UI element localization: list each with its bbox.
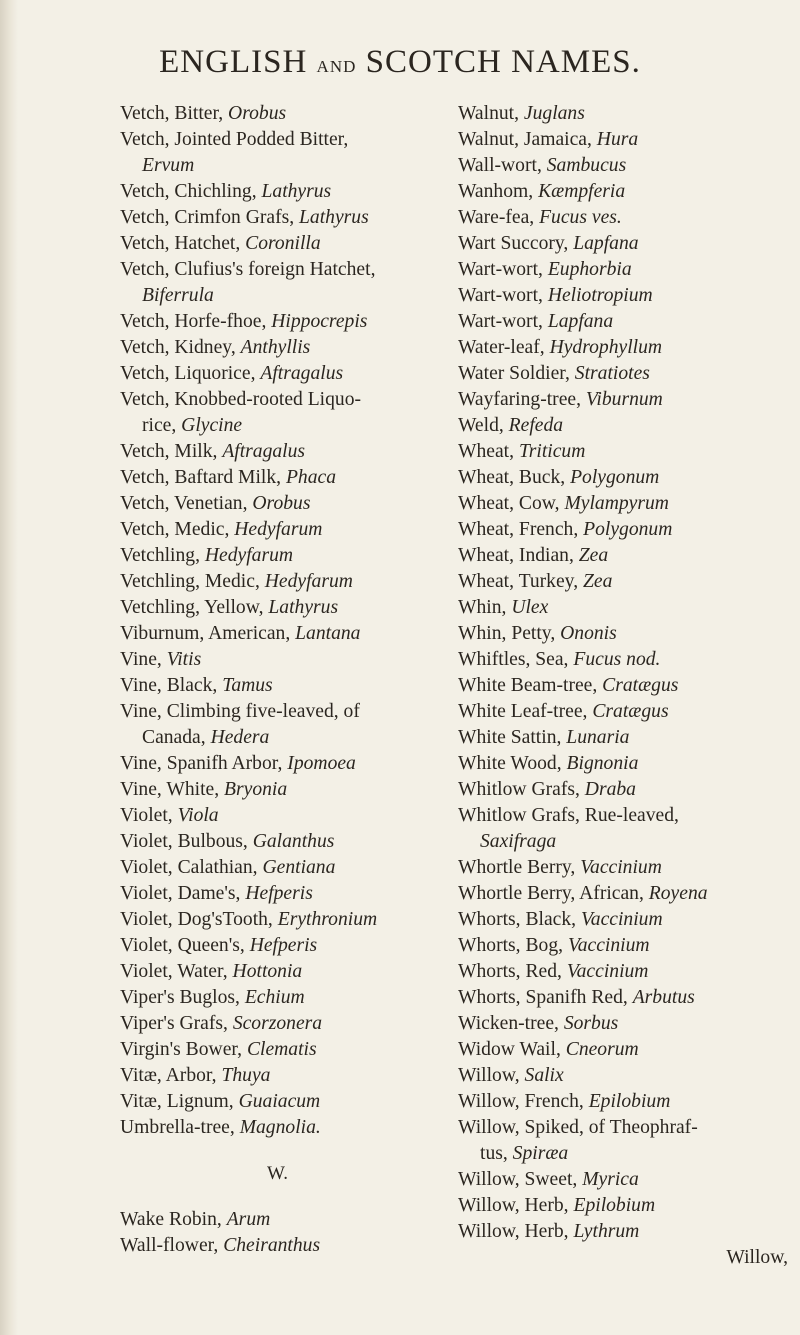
entry-latin-genus: Ulex — [511, 597, 549, 618]
glossary-entry — [120, 127, 435, 179]
glossary-entry — [120, 907, 435, 933]
glossary-entry — [120, 517, 435, 543]
entry-english-name: Whorts, Red, — [458, 961, 567, 982]
entry-latin-genus: Aftragalus — [222, 441, 306, 462]
entry-english-name: Vine, Black, — [120, 675, 223, 696]
entry-english-name: Whortle Berry, African, — [458, 883, 649, 904]
entry-english-name: Wanhom, — [458, 181, 539, 202]
entry-latin-genus: Salix — [524, 1065, 564, 1086]
entry-latin-genus: Hura — [596, 129, 639, 150]
glossary-entry — [458, 907, 790, 933]
entry-english-name: Wheat, Buck, — [458, 467, 571, 488]
entry-latin-genus: Polygonum — [570, 467, 660, 488]
glossary-entry — [458, 1063, 790, 1089]
entry-english-name: Whorts, Spanifh Red, — [458, 987, 633, 1008]
entry-latin-genus: Clematis — [246, 1039, 317, 1060]
section-letter-w: W. — [267, 1163, 288, 1184]
glossary-entry — [120, 855, 435, 881]
glossary-entry — [458, 543, 790, 569]
glossary-entry — [458, 257, 790, 283]
entry-english-name: Whin, Petty, — [458, 623, 561, 644]
entry-english-name: Vine, — [120, 649, 167, 670]
entry-english-name: Widow Wail, — [458, 1039, 566, 1060]
glossary-entry — [458, 933, 790, 959]
glossary-entry — [120, 881, 435, 907]
entry-latin-genus: Lythrum — [573, 1221, 640, 1242]
entry-latin-genus: Vaccinium — [567, 935, 650, 956]
glossary-entry — [120, 335, 435, 361]
entry-english-name: Vitæ, Lignum, — [120, 1091, 239, 1112]
entry-latin-genus: Refeda — [508, 415, 564, 436]
entry-english-name: White Sattin, — [458, 727, 567, 748]
entry-latin-genus: Cratægus — [592, 701, 669, 722]
glossary-entry — [458, 283, 790, 309]
entry-english-name: Virgin's Bower, — [120, 1039, 247, 1060]
entry-latin-genus: Hedyfarum — [264, 571, 353, 592]
entry-latin-genus: Hottonia — [232, 961, 303, 982]
glossary-entry — [120, 361, 435, 387]
glossary-entry — [458, 231, 790, 257]
page-header — [0, 44, 800, 81]
entry-latin-genus: Glycine — [181, 415, 243, 436]
entry-latin-genus: Bryonia — [224, 779, 288, 800]
entry-latin-genus: Cneorum — [565, 1039, 639, 1060]
entry-english-name: Weld, — [458, 415, 509, 436]
entry-latin-genus: Lathyrus — [299, 207, 369, 228]
entry-english-name: Willow, Herb, — [458, 1195, 574, 1216]
glossary-entry — [458, 725, 790, 751]
entry-latin-genus: Cratægus — [602, 675, 679, 696]
entry-latin-genus: Saxifraga — [480, 831, 557, 852]
glossary-entry — [458, 751, 790, 777]
page-binding-shadow — [0, 0, 18, 1335]
glossary-entry — [458, 985, 790, 1011]
entry-english-name: Whorts, Black, — [458, 909, 581, 930]
glossary-entry — [120, 621, 435, 647]
entry-english-name: Vitæ, Arbor, — [120, 1065, 222, 1086]
glossary-entry — [120, 205, 435, 231]
entry-latin-genus: Draba — [584, 779, 636, 800]
entry-latin-genus: Hedyfarum — [234, 519, 323, 540]
glossary-entry — [458, 647, 790, 673]
glossary-entry — [458, 1089, 790, 1115]
glossary-entry — [458, 855, 790, 881]
entry-english-name: Violet, — [120, 805, 178, 826]
glossary-entry — [458, 621, 790, 647]
entry-latin-genus: Erythronium — [277, 909, 378, 930]
entry-latin-genus: Triticum — [518, 441, 586, 462]
entry-english-name: Whiftles, Sea, — [458, 649, 574, 670]
glossary-entry — [458, 595, 790, 621]
glossary-entry — [458, 465, 790, 491]
entry-latin-genus: Fucus ves. — [539, 207, 622, 228]
entry-english-name: Canada, — [142, 727, 211, 748]
entry-english-name: Whin, — [458, 597, 512, 618]
entry-latin-genus: Ononis — [560, 623, 617, 644]
glossary-entry — [120, 751, 435, 777]
entry-english-name: Wart Succory, — [458, 233, 574, 254]
entry-english-name: White Leaf-tree, — [458, 701, 593, 722]
glossary-entry — [120, 439, 435, 465]
entry-english-name: Vetch, Clufius's foreign Hatchet, — [120, 259, 376, 280]
glossary-entry — [120, 647, 435, 673]
entry-english-name: Wheat, Turkey, — [458, 571, 583, 592]
glossary-entry — [120, 231, 435, 257]
entry-english-name: Vetch, Knobbed-rooted Liquo- — [120, 389, 362, 410]
glossary-entry — [120, 1233, 435, 1259]
entry-latin-genus: Sorbus — [563, 1013, 619, 1034]
entry-english-name: Water Soldier, — [458, 363, 575, 384]
glossary-entry — [120, 543, 435, 569]
entry-latin-genus: Vaccinium — [566, 961, 649, 982]
entry-english-name: Vetch, Horfe-fhoe, — [120, 311, 272, 332]
glossary-entry — [120, 595, 435, 621]
entry-latin-genus: Echium — [244, 987, 305, 1008]
glossary-entry — [458, 335, 790, 361]
entry-english-name: Violet, Calathian, — [120, 857, 263, 878]
entry-english-name: Vetchling, Yellow, — [120, 597, 269, 618]
left-column — [120, 101, 435, 1259]
entry-latin-genus: Lunaria — [566, 727, 630, 748]
entry-latin-genus: Myrica — [582, 1169, 639, 1190]
entry-english-name: Wall-wort, — [458, 155, 547, 176]
entry-latin-genus: Zea — [578, 545, 609, 566]
entry-english-name: Vetch, Jointed Podded Bitter, — [120, 129, 349, 150]
glossary-entry — [458, 673, 790, 699]
entry-latin-genus: Sambucus — [546, 155, 627, 176]
entry-latin-genus: Anthyllis — [240, 337, 311, 358]
entry-latin-genus: Hefperis — [245, 883, 313, 904]
entry-english-name: Wart-wort, — [458, 259, 548, 280]
entry-english-name: Walnut, — [458, 103, 524, 124]
glossary-entry — [458, 517, 790, 543]
entry-latin-genus: Fucus nod. — [573, 649, 661, 670]
right-entries-w — [458, 101, 790, 1245]
glossary-entry — [458, 1115, 790, 1167]
glossary-entry — [458, 179, 790, 205]
entry-latin-genus: Viburnum — [585, 389, 663, 410]
entry-english-name: tus, — [480, 1143, 513, 1164]
glossary-entry — [120, 985, 435, 1011]
glossary-entry — [458, 699, 790, 725]
entry-latin-genus: Lapfana — [547, 311, 614, 332]
entry-latin-genus: Ervum — [142, 155, 195, 176]
entry-english-name: Wicken-tree, — [458, 1013, 564, 1034]
glossary-entry — [120, 1063, 435, 1089]
entry-english-name: Violet, Dog'sTooth, — [120, 909, 278, 930]
entry-latin-genus: Stratiotes — [574, 363, 650, 384]
entry-latin-genus: Lathyrus — [261, 181, 332, 202]
entry-english-name: Violet, Bulbous, — [120, 831, 253, 852]
entry-latin-genus: Biferrula — [142, 285, 214, 306]
entry-english-name: Wall-flower, — [120, 1235, 224, 1256]
glossary-entry — [120, 829, 435, 855]
entry-english-name: Wart-wort, — [458, 285, 548, 306]
entry-english-name: Willow, Sweet, — [458, 1169, 583, 1190]
entry-latin-genus: Epilobium — [588, 1091, 671, 1112]
entry-latin-genus: Royena — [648, 883, 708, 904]
entry-english-name: Violet, Water, — [120, 961, 233, 982]
entry-latin-genus: Epilobium — [573, 1195, 656, 1216]
entry-english-name: Willow, Herb, — [458, 1221, 574, 1242]
entry-english-name: White Wood, — [458, 753, 567, 774]
entry-english-name: Wart-wort, — [458, 311, 548, 332]
glossary-entry — [120, 673, 435, 699]
glossary-entry — [458, 1193, 790, 1219]
glossary-entry — [458, 1011, 790, 1037]
glossary-entry — [458, 127, 790, 153]
glossary-entry — [120, 1011, 435, 1037]
entry-latin-genus: Cheiranthus — [223, 1235, 321, 1256]
entry-latin-genus: Scorzonera — [232, 1013, 323, 1034]
entry-english-name: Wayfaring-tree, — [458, 389, 586, 410]
entry-latin-genus: Phaca — [285, 467, 337, 488]
entry-english-name: Vetch, Bitter, — [120, 103, 229, 124]
entry-english-name: Whorts, Bog, — [458, 935, 568, 956]
glossary-entry — [458, 569, 790, 595]
entry-english-name: Vetch, Milk, — [120, 441, 223, 462]
catchword: Willow, — [726, 1247, 788, 1268]
glossary-entry — [458, 439, 790, 465]
glossary-entry — [120, 777, 435, 803]
entry-latin-genus: Arbutus — [632, 987, 695, 1008]
entry-english-name: rice, — [142, 415, 182, 436]
entry-latin-genus: Lathyrus — [268, 597, 339, 618]
glossary-entry — [120, 569, 435, 595]
glossary-entry — [120, 1207, 435, 1233]
entry-latin-genus: Coronilla — [245, 233, 321, 254]
entry-latin-genus: Mylampyrum — [564, 493, 669, 514]
entry-english-name: Violet, Queen's, — [120, 935, 250, 956]
glossary-entry — [458, 959, 790, 985]
entry-latin-genus: Zea — [583, 571, 613, 592]
entry-latin-genus: Aftragalus — [260, 363, 344, 384]
glossary-entry — [458, 803, 790, 855]
header-title-scotch: SCOTCH NAMES. — [365, 44, 641, 80]
glossary-entry — [120, 803, 435, 829]
glossary-entry — [458, 491, 790, 517]
entry-latin-genus: Hydrophyllum — [549, 337, 663, 358]
entry-latin-genus: Tamus — [222, 675, 273, 696]
entry-english-name: Vetch, Baftard Milk, — [120, 467, 286, 488]
entry-latin-genus: Heliotropium — [547, 285, 653, 306]
entry-english-name: Wheat, French, — [458, 519, 584, 540]
glossary-entry — [458, 153, 790, 179]
entry-latin-genus: Arum — [226, 1209, 271, 1230]
entry-latin-genus: Hedyfarum — [204, 545, 294, 566]
entry-latin-genus: Ipomoea — [287, 753, 356, 774]
glossary-entry — [458, 881, 790, 907]
glossary-entry — [120, 257, 435, 309]
glossary-entry — [458, 1219, 790, 1245]
entry-english-name: Vine, White, — [120, 779, 225, 800]
header-and: AND — [316, 57, 357, 76]
entry-english-name: Whortle Berry, — [458, 857, 581, 878]
entry-english-name: Willow, French, — [458, 1091, 589, 1112]
entry-latin-genus: Lantana — [295, 623, 361, 644]
entry-english-name: Vetch, Liquorice, — [120, 363, 261, 384]
entry-latin-genus: Hippocrepis — [271, 311, 368, 332]
entry-latin-genus: Vitis — [166, 649, 202, 670]
entry-english-name: Vine, Climbing five-leaved, of — [120, 701, 360, 722]
entry-latin-genus: Kæmpferia — [538, 181, 626, 202]
entry-latin-genus: Vaccinium — [580, 909, 663, 930]
entry-english-name: Vetch, Venetian, — [120, 493, 253, 514]
entry-english-name: Whitlow Grafs, Rue-leaved, — [458, 805, 679, 826]
entry-english-name: Ware-fea, — [458, 207, 540, 228]
glossary-entry — [458, 101, 790, 127]
entry-english-name: Violet, Dame's, — [120, 883, 246, 904]
entry-latin-genus: Guaiacum — [238, 1091, 321, 1112]
entry-latin-genus: Gentiana — [262, 857, 336, 878]
glossary-entry — [120, 387, 435, 439]
entry-latin-genus: Orobus — [228, 103, 287, 124]
glossary-entry — [458, 309, 790, 335]
entry-english-name: Vine, Spanifh Arbor, — [120, 753, 288, 774]
entry-latin-genus: Euphorbia — [547, 259, 632, 280]
glossary-entry — [458, 777, 790, 803]
header-title-english: ENGLISH — [159, 44, 308, 80]
glossary-entry — [458, 413, 790, 439]
entry-latin-genus: Lapfana — [573, 233, 639, 254]
entry-english-name: Vetch, Hatchet, — [120, 233, 246, 254]
glossary-entry — [120, 1089, 435, 1115]
entry-latin-genus: Juglans — [523, 103, 585, 124]
entry-english-name: Willow, Spiked, of Theophraf- — [458, 1117, 698, 1138]
entry-english-name: Wheat, — [458, 441, 519, 462]
entry-english-name: Vetch, Chichling, — [120, 181, 262, 202]
entry-english-name: Vetchling, — [120, 545, 205, 566]
entry-english-name: White Beam-tree, — [458, 675, 603, 696]
glossary-entry — [458, 1037, 790, 1063]
entry-english-name: Umbrella-tree, — [120, 1117, 240, 1138]
glossary-entry — [120, 101, 435, 127]
entry-latin-genus: Spiræa — [512, 1143, 569, 1164]
glossary-entry — [120, 699, 435, 751]
entry-english-name: Vetch, Medic, — [120, 519, 235, 540]
entry-latin-genus: Orobus — [252, 493, 311, 514]
glossary-entry — [120, 959, 435, 985]
entry-latin-genus: Magnolia. — [239, 1117, 321, 1138]
entry-latin-genus: Thuya — [221, 1065, 271, 1086]
entry-latin-genus: Viola — [177, 805, 219, 826]
glossary-entry — [120, 1115, 435, 1141]
glossary-entry — [458, 1167, 790, 1193]
entry-english-name: Viper's Grafs, — [120, 1013, 233, 1034]
entry-english-name: Wheat, Indian, — [458, 545, 579, 566]
glossary-entry — [120, 179, 435, 205]
entry-english-name: Vetch, Kidney, — [120, 337, 241, 358]
glossary-entry — [458, 361, 790, 387]
glossary-entry — [120, 465, 435, 491]
entry-latin-genus: Hedera — [210, 727, 270, 748]
glossary-entry — [458, 387, 790, 413]
entry-english-name: Vetchling, Medic, — [120, 571, 265, 592]
entry-latin-genus: Bignonia — [566, 753, 639, 774]
entry-english-name: Wheat, Cow, — [458, 493, 565, 514]
entry-english-name: Wake Robin, — [120, 1209, 227, 1230]
entry-english-name: Willow, — [458, 1065, 525, 1086]
entry-latin-genus: Polygonum — [583, 519, 673, 540]
entry-english-name: Walnut, Jamaica, — [458, 129, 597, 150]
glossary-entry — [458, 205, 790, 231]
entry-latin-genus: Galanthus — [252, 831, 335, 852]
entry-english-name: Vetch, Crimfon Grafs, — [120, 207, 300, 228]
glossary-entry — [120, 933, 435, 959]
glossary-entry — [120, 1037, 435, 1063]
entry-english-name: Water-leaf, — [458, 337, 550, 358]
entry-latin-genus: Hefperis — [249, 935, 318, 956]
entry-english-name: Whitlow Grafs, — [458, 779, 585, 800]
glossary-entry — [120, 491, 435, 517]
left-entries-v — [120, 101, 435, 1141]
entry-english-name: Viburnum, American, — [120, 623, 296, 644]
right-column — [458, 101, 790, 1271]
entry-latin-genus: Vaccinium — [580, 857, 662, 878]
left-entries-w — [120, 1207, 435, 1259]
glossary-entry — [120, 309, 435, 335]
entry-english-name: Viper's Buglos, — [120, 987, 245, 1008]
